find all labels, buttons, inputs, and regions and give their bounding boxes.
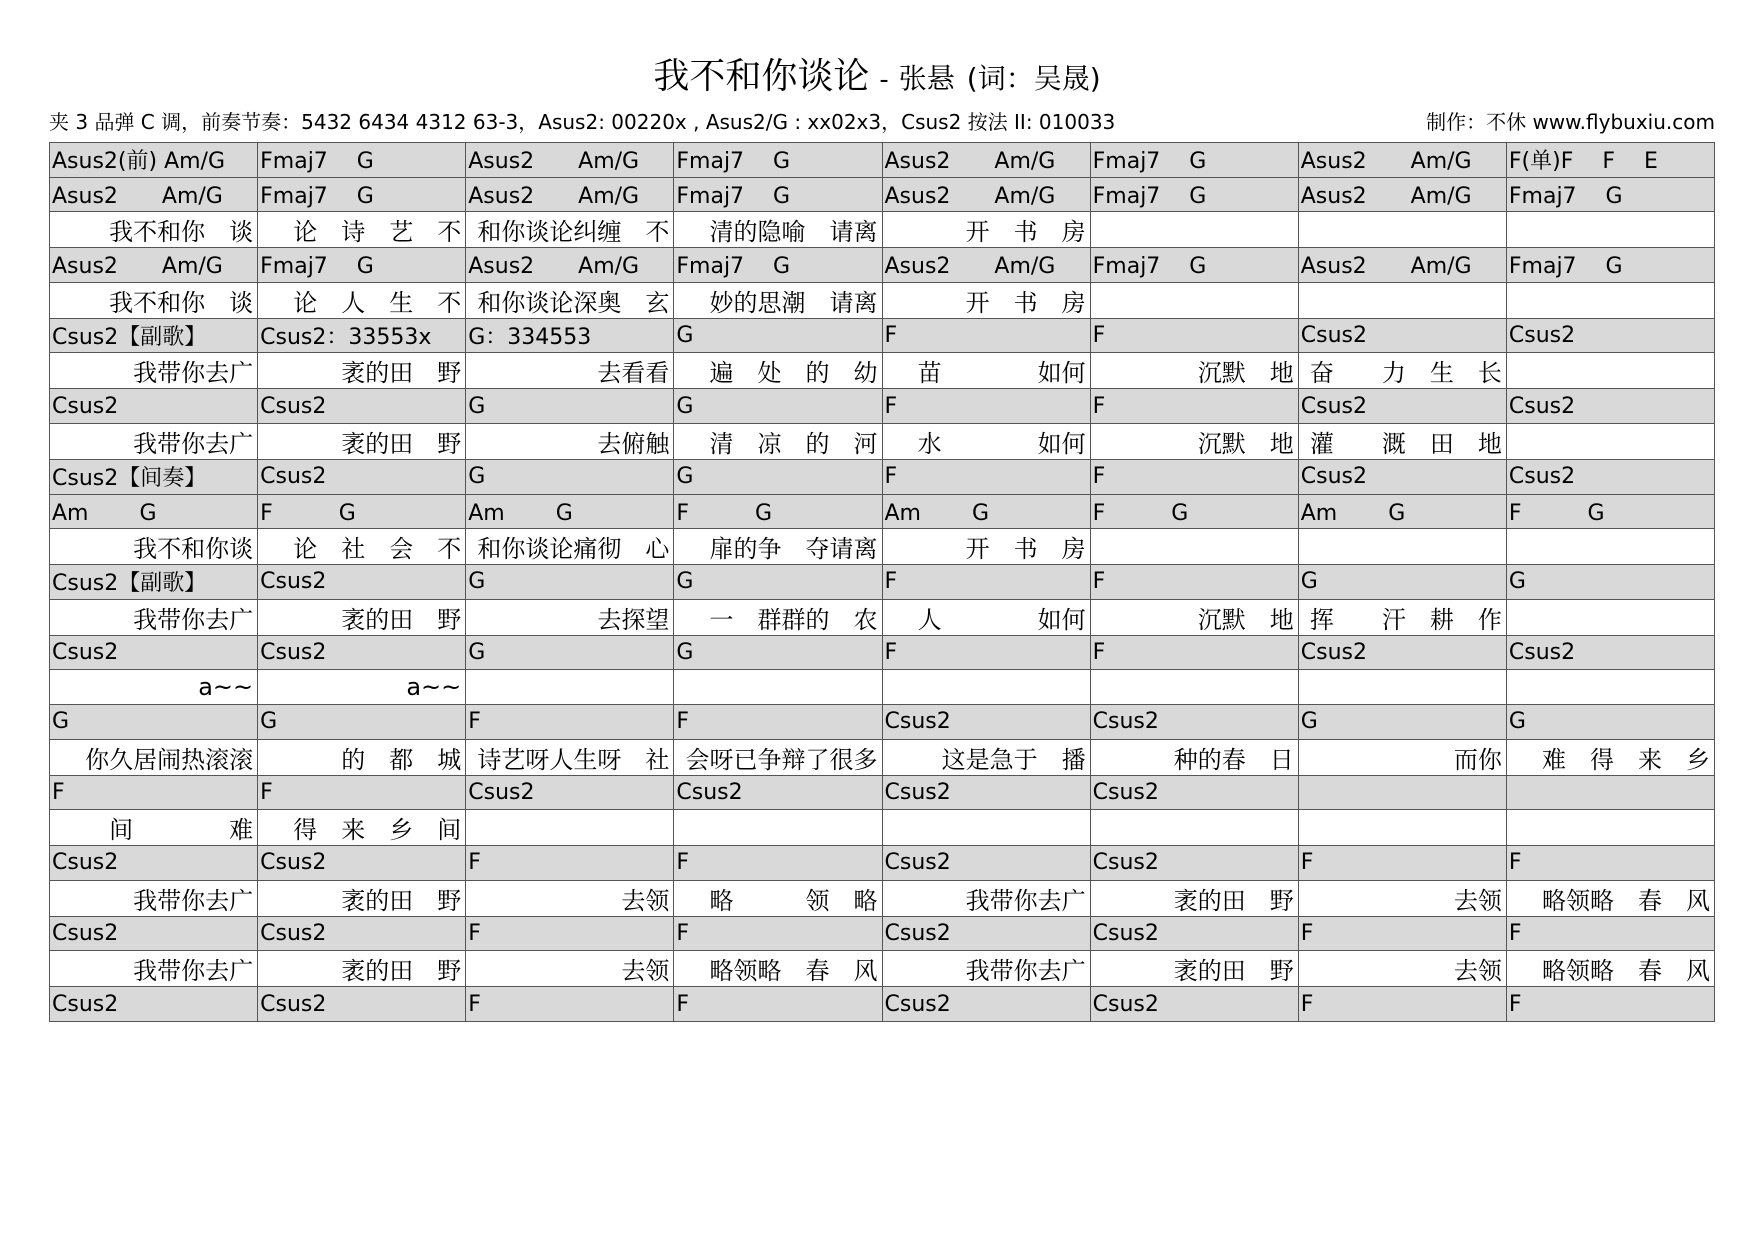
chord-cell: Csus2 (50, 916, 258, 951)
chord-row (50, 704, 1715, 739)
chord-cell: Csus2 (1506, 318, 1714, 353)
lyric-row (50, 951, 1715, 987)
chord-cell: Csus2 (258, 916, 466, 951)
chord-cell: Asus2 Am/G (1298, 143, 1506, 178)
chord-row (50, 846, 1715, 881)
chord-cell: Am G (882, 494, 1090, 529)
chord-cell: Csus2 (882, 846, 1090, 881)
lyric-cell (674, 810, 882, 846)
lyric-cell (1298, 670, 1506, 705)
lyric-cell: 去领 (466, 951, 674, 987)
lyric-cell: 论 社 会 不 (258, 529, 466, 565)
chord-cell: F (1298, 987, 1506, 1022)
lyric-cell (1090, 282, 1298, 318)
lyric-cell: 开 书 房 (882, 282, 1090, 318)
chord-cell: Asus2 Am/G (1298, 177, 1506, 212)
lyric-cell: a~~ (50, 670, 258, 705)
lyric-cell: 水 如何 (882, 423, 1090, 459)
lyric-cell: 和你谈论深奥 玄 (466, 282, 674, 318)
chord-cell: F (258, 775, 466, 810)
lyric-row (50, 282, 1715, 318)
lyric-row (50, 529, 1715, 565)
chord-cell: Asus2 Am/G (50, 248, 258, 283)
chord-cell: Csus2 (258, 389, 466, 424)
chord-cell (1506, 775, 1714, 810)
lyric-cell: 略 领 略 (674, 880, 882, 916)
song-title (0, 48, 1754, 99)
lyric-cell: 会呀已争辩了很多 (674, 739, 882, 775)
lyric-cell (1090, 810, 1298, 846)
chord-cell: Csus2 (50, 635, 258, 670)
lyric-cell: 沉默 地 (1090, 599, 1298, 635)
lyric-cell: 袤的田 野 (258, 880, 466, 916)
chord-cell: G (466, 565, 674, 600)
chord-cell: G (674, 318, 882, 353)
chord-cell: G (50, 704, 258, 739)
lyric-cell: 我带你去广 (882, 880, 1090, 916)
chord-cell: F (674, 916, 882, 951)
lyric-cell: 和你谈论纠缠 不 (466, 212, 674, 248)
chord-cell: F (882, 318, 1090, 353)
chord-cell: Csus2 (1298, 635, 1506, 670)
lyric-cell: 袤的田 野 (1090, 951, 1298, 987)
chord-cell: G (258, 704, 466, 739)
chord-row (50, 248, 1715, 283)
lyric-cell: 种的春 日 (1090, 739, 1298, 775)
chord-cell: F (1090, 565, 1298, 600)
lyric-cell: 沉默 地 (1090, 353, 1298, 389)
lyric-row (50, 212, 1715, 248)
chord-cell: Am G (50, 494, 258, 529)
lyric-cell: 沉默 地 (1090, 423, 1298, 459)
chord-cell: F (466, 704, 674, 739)
lyric-cell: 清的隐喻 请离 (674, 212, 882, 248)
lyric-cell: 我不和你谈 (50, 529, 258, 565)
chord-cell: F(单)F F E (1506, 143, 1714, 178)
chord-cell: F (674, 987, 882, 1022)
maker-credit: 制作：不休 www.flybuxiu.com (1426, 110, 1715, 134)
chord-cell: F (1506, 916, 1714, 951)
chord-row (50, 916, 1715, 951)
chord-cell: Fmaj7 G (674, 177, 882, 212)
chord-row (50, 389, 1715, 424)
lyric-cell: 去俯触 (466, 423, 674, 459)
chord-cell: Csus2 (1090, 987, 1298, 1022)
chord-cell: Fmaj7 G (1506, 177, 1714, 212)
chord-cell: F G (674, 494, 882, 529)
chord-row (50, 177, 1715, 212)
lyric-cell (882, 670, 1090, 705)
chord-row (50, 318, 1715, 353)
chord-cell: Csus2 (1090, 846, 1298, 881)
chord-row (50, 565, 1715, 600)
lyric-row (50, 423, 1715, 459)
chord-cell: Csus2 (1506, 459, 1714, 494)
lyric-cell: 我带你去广 (50, 353, 258, 389)
lyric-cell: 开 书 房 (882, 529, 1090, 565)
lyric-cell (1506, 670, 1714, 705)
title-separator: - (879, 65, 889, 95)
chord-cell: G (674, 635, 882, 670)
lyric-row (50, 810, 1715, 846)
chord-cell: G (674, 459, 882, 494)
chord-cell: F (1090, 389, 1298, 424)
chord-cell: F (1090, 459, 1298, 494)
lyric-cell (1506, 529, 1714, 565)
chord-cell: G (1506, 565, 1714, 600)
chord-cell: Csus2 (1090, 704, 1298, 739)
chord-cell: Asus2 Am/G (50, 177, 258, 212)
chord-cell: F (1298, 916, 1506, 951)
chord-lyric-table (49, 142, 1715, 1022)
lyric-cell: 开 书 房 (882, 212, 1090, 248)
chord-cell: F (466, 916, 674, 951)
chord-cell: F (466, 846, 674, 881)
lyric-row (50, 353, 1715, 389)
lyric-cell: 去探望 (466, 599, 674, 635)
chord-cell: G (466, 635, 674, 670)
lyric-cell (1090, 529, 1298, 565)
chord-cell: F G (258, 494, 466, 529)
lyric-cell (466, 670, 674, 705)
lyric-cell: 我带你去广 (50, 599, 258, 635)
lyric-cell: 这是急于 播 (882, 739, 1090, 775)
lyric-cell (1506, 423, 1714, 459)
chord-cell: G (1298, 565, 1506, 600)
chord-cell: Asus2(前) Am/G (50, 143, 258, 178)
chord-cell: Csus2 (466, 775, 674, 810)
lyric-cell: 去领 (1298, 880, 1506, 916)
chord-cell: Asus2 Am/G (466, 143, 674, 178)
chord-row (50, 635, 1715, 670)
chord-row (50, 775, 1715, 810)
lyric-cell (674, 670, 882, 705)
chord-cell: F (1090, 635, 1298, 670)
capo-and-intro-info: 夹 3 品弹 C 调，前奏节奏：5432 6434 4312 63-3，Asus2: 00220x , Asus2/G : xx02x3，Csus2 按法 II: 010033 (49, 110, 1116, 134)
chord-cell: Csus2 (1506, 389, 1714, 424)
chord-cell: Am G (1298, 494, 1506, 529)
lyric-cell: 袤的田 野 (258, 353, 466, 389)
chord-cell: Csus2【副歌】 (50, 318, 258, 353)
lyric-row (50, 880, 1715, 916)
chord-cell: F (882, 459, 1090, 494)
chord-cell: Asus2 Am/G (466, 248, 674, 283)
chord-cell: Fmaj7 G (258, 177, 466, 212)
chord-cell: F (882, 565, 1090, 600)
chord-cell: Fmaj7 G (258, 143, 466, 178)
lyric-cell (1090, 670, 1298, 705)
chord-cell: F (1090, 318, 1298, 353)
chord-cell: G：334553 (466, 318, 674, 353)
lyric-row (50, 599, 1715, 635)
lyric-cell: 妙的思潮 请离 (674, 282, 882, 318)
chord-cell: Asus2 Am/G (882, 143, 1090, 178)
chord-cell: Csus2 (1298, 389, 1506, 424)
lyric-cell: 略领略 春 风 (674, 951, 882, 987)
lyric-cell (1506, 353, 1714, 389)
chord-row (50, 987, 1715, 1022)
chord-cell: Fmaj7 G (674, 143, 882, 178)
lyric-cell: 你久居闹热滚滚 (50, 739, 258, 775)
chord-cell: F (1298, 846, 1506, 881)
lyric-cell: 我带你去广 (882, 951, 1090, 987)
lyric-cell: a~~ (258, 670, 466, 705)
lyric-cell: 去看看 (466, 353, 674, 389)
lyric-cell: 去领 (466, 880, 674, 916)
lyric-cell: 我带你去广 (50, 880, 258, 916)
chord-cell: Csus2 (882, 916, 1090, 951)
chord-cell: Csus2【副歌】 (50, 565, 258, 600)
chord-cell: F (882, 389, 1090, 424)
lyric-cell: 遍 处 的 幼 (674, 353, 882, 389)
chord-cell: Fmaj7 G (1090, 143, 1298, 178)
chord-cell: G (1298, 704, 1506, 739)
lyric-cell: 和你谈论痛彻 心 (466, 529, 674, 565)
lyric-cell: 袤的田 野 (258, 599, 466, 635)
chord-cell: Fmaj7 G (674, 248, 882, 283)
chord-cell: F (466, 987, 674, 1022)
lyric-cell: 扉的争 夺请离 (674, 529, 882, 565)
lyric-cell (882, 810, 1090, 846)
chord-cell: Csus2 (258, 565, 466, 600)
lyric-row (50, 739, 1715, 775)
lyric-cell: 奋 力 生 长 (1298, 353, 1506, 389)
lyric-cell: 间 难 (50, 810, 258, 846)
lyric-cell: 我带你去广 (50, 951, 258, 987)
chord-cell: G (466, 459, 674, 494)
lyric-cell (1506, 212, 1714, 248)
chord-cell: Csus2 (882, 775, 1090, 810)
lyric-cell: 去领 (1298, 951, 1506, 987)
chord-cell: G (466, 389, 674, 424)
chord-cell: Csus2 (258, 987, 466, 1022)
chord-cell: Fmaj7 G (258, 248, 466, 283)
lyric-cell: 我带你去广 (50, 423, 258, 459)
lyric-cell (1506, 282, 1714, 318)
chord-row (50, 494, 1715, 529)
chord-cell: F (50, 775, 258, 810)
chord-cell: Csus2 (258, 846, 466, 881)
lyric-cell: 论 诗 艺 不 (258, 212, 466, 248)
lyric-cell: 得 来 乡 间 (258, 810, 466, 846)
lyric-cell: 袤的田 野 (1090, 880, 1298, 916)
chord-cell: Fmaj7 G (1090, 177, 1298, 212)
lyric-cell: 人 如何 (882, 599, 1090, 635)
chord-cell: Csus2 (1298, 318, 1506, 353)
lyric-cell: 挥 汗 耕 作 (1298, 599, 1506, 635)
chord-cell: Csus2 (674, 775, 882, 810)
chord-cell: G (674, 389, 882, 424)
chord-cell: Csus2 (882, 987, 1090, 1022)
chord-cell: Asus2 Am/G (466, 177, 674, 212)
lyric-cell (1298, 529, 1506, 565)
chord-cell: Csus2 (50, 389, 258, 424)
lyric-row (50, 670, 1715, 705)
chord-row (50, 459, 1715, 494)
lyric-cell: 我不和你 谈 (50, 282, 258, 318)
chord-cell: Csus2 (50, 846, 258, 881)
chord-cell: Fmaj7 G (1506, 248, 1714, 283)
chord-cell: Csus2 (882, 704, 1090, 739)
lyric-cell: 苗 如何 (882, 353, 1090, 389)
chord-cell: Csus2【间奏】 (50, 459, 258, 494)
lyric-cell (1506, 810, 1714, 846)
lyric-cell (1090, 212, 1298, 248)
chord-cell: G (1506, 704, 1714, 739)
chord-row (50, 143, 1715, 178)
chord-cell: Am G (466, 494, 674, 529)
chord-cell (1298, 775, 1506, 810)
chord-cell: F (882, 635, 1090, 670)
lyric-cell: 一 群群的 农 (674, 599, 882, 635)
chord-cell: Csus2 (50, 987, 258, 1022)
chord-cell: F (674, 846, 882, 881)
lyric-cell (1298, 282, 1506, 318)
chord-cell: F G (1090, 494, 1298, 529)
lyric-cell: 略领略 春 风 (1506, 951, 1714, 987)
lyric-cell: 我不和你 谈 (50, 212, 258, 248)
chord-cell: Csus2 (1090, 916, 1298, 951)
lyric-cell: 灌 溉 田 地 (1298, 423, 1506, 459)
lyric-cell (1506, 599, 1714, 635)
song-name: 我不和你谈论 (653, 56, 870, 97)
chord-cell: Asus2 Am/G (882, 177, 1090, 212)
chord-cell: Csus2 (1298, 459, 1506, 494)
lyric-cell: 袤的田 野 (258, 951, 466, 987)
lyric-cell: 略领略 春 风 (1506, 880, 1714, 916)
chord-cell: Asus2 Am/G (1298, 248, 1506, 283)
chord-cell: Csus2 (1506, 635, 1714, 670)
chord-cell: G (674, 565, 882, 600)
chord-cell: Csus2 (258, 635, 466, 670)
chord-cell: Csus2：33553x (258, 318, 466, 353)
chord-cell: F (674, 704, 882, 739)
lyric-cell (466, 810, 674, 846)
lyric-cell: 的 都 城 (258, 739, 466, 775)
chord-cell: Csus2 (258, 459, 466, 494)
sheet-info (49, 106, 1715, 135)
chord-cell: Fmaj7 G (1090, 248, 1298, 283)
chord-cell: Asus2 Am/G (882, 248, 1090, 283)
chord-cell: Csus2 (1090, 775, 1298, 810)
chord-cell: F (1506, 987, 1714, 1022)
lyric-cell (1298, 810, 1506, 846)
lyric-cell: 而你 (1298, 739, 1506, 775)
lyric-cell: 袤的田 野 (258, 423, 466, 459)
lyric-cell: 难 得 来 乡 (1506, 739, 1714, 775)
lyric-cell: 论 人 生 不 (258, 282, 466, 318)
chord-cell: F (1506, 846, 1714, 881)
lyricist-credit: (词：吴晟) (966, 62, 1101, 95)
lyric-cell: 诗艺呀人生呀 社 (466, 739, 674, 775)
chord-cell: F G (1506, 494, 1714, 529)
artist-name: 张悬 (898, 62, 955, 95)
lyric-cell (1298, 212, 1506, 248)
lyric-cell: 清 凉 的 河 (674, 423, 882, 459)
